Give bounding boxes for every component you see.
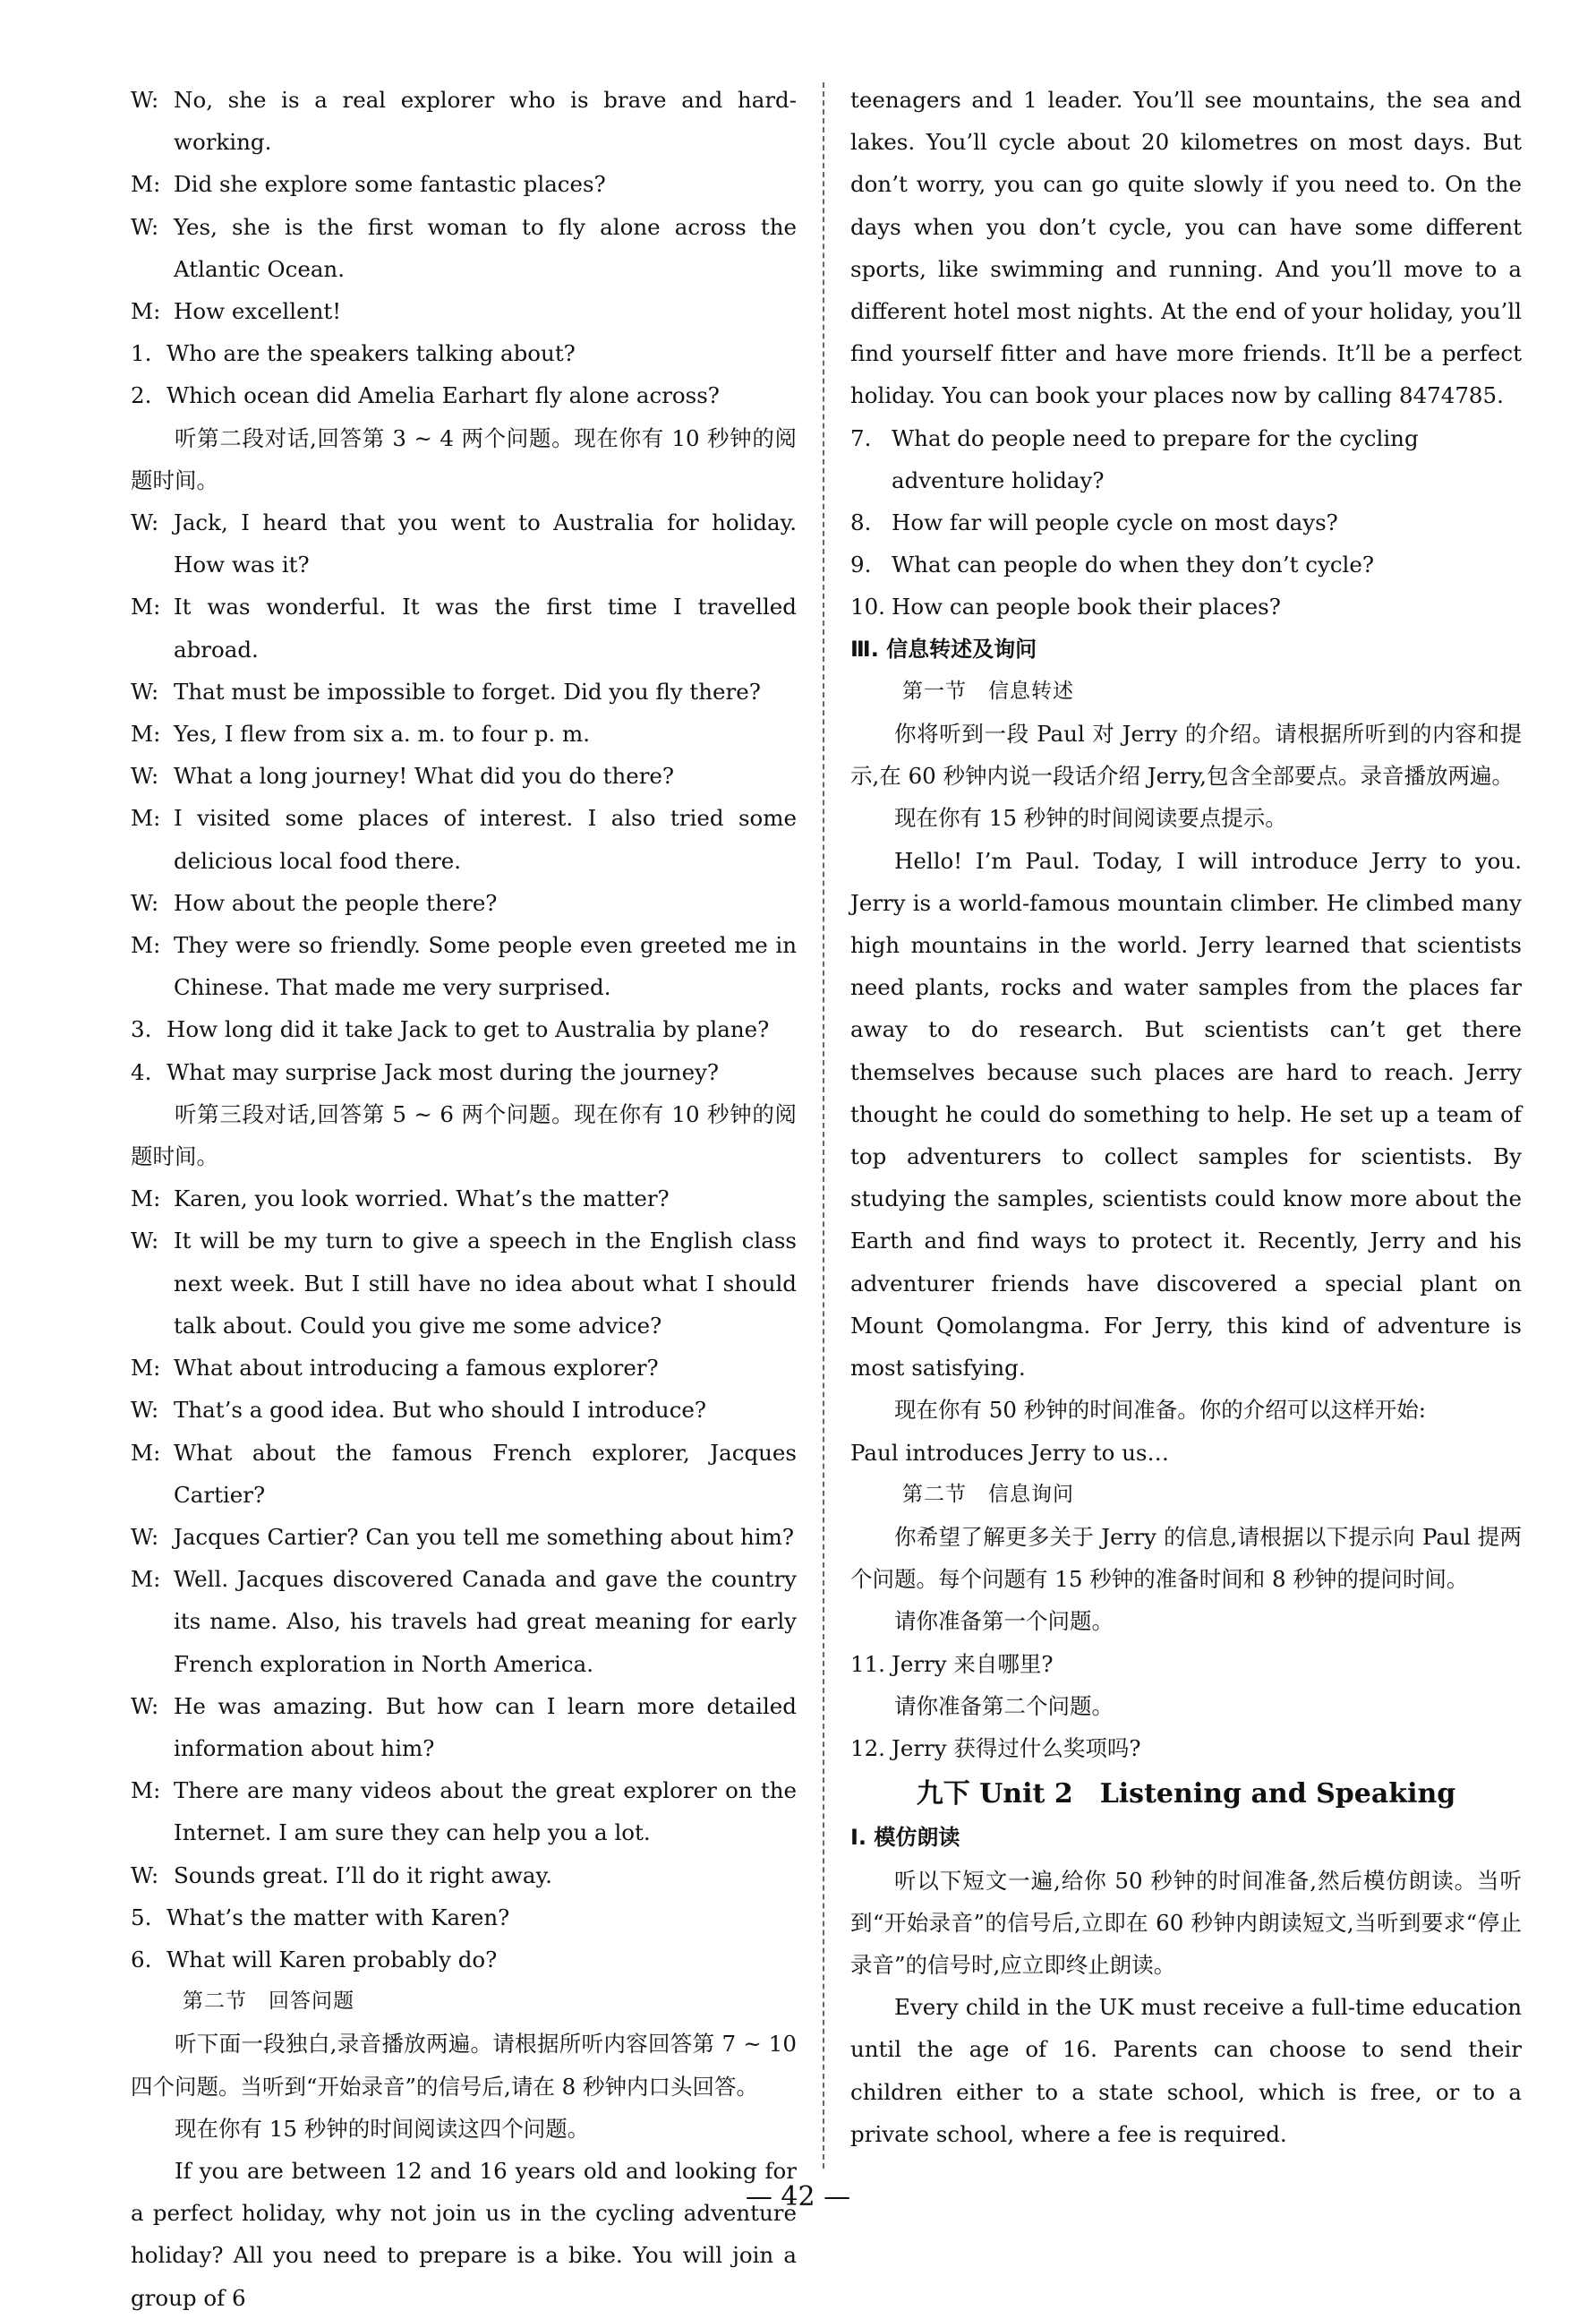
speaker-label: M: [131, 805, 161, 832]
speaker-label: M: [131, 1439, 161, 1466]
dialogue-text: Well. Jacques discovered Canada and gave the country its name. Also, his travels had great meaning for early French exploration in North America. [174, 1566, 797, 1677]
question-text: How can people book their places? [892, 594, 1281, 620]
dialogue-text: No, she is a real explorer who is brave and hard-working. [174, 87, 797, 156]
speaker-label: M: [131, 721, 161, 748]
page-number: — 42 — [745, 2181, 851, 2212]
dialogue-text: Karen, you look worried. What’s the matter? [174, 1185, 670, 1212]
dialogue-line [131, 163, 797, 205]
speaker-label: M: [131, 1185, 161, 1212]
speaker-label: W: [131, 1228, 159, 1254]
speaker-label: W: [131, 678, 159, 705]
paragraph: 你希望了解更多关于 Jerry 的信息,请根据以下提示向 Paul 提两个问题。每个问题有 15 秒钟的准备时间和 8 秒钟的提问时间。 [850, 1523, 1522, 1593]
dialogue-line [131, 1389, 797, 1431]
question-number: 9. [850, 552, 872, 578]
question-item [131, 1051, 797, 1093]
dialogue-text: It was wonderful. It was the first time I travelled abroad. [174, 594, 797, 663]
paragraph: Every child in the UK must receive a full-time education until the age of 16. Parents can choose to send their children either to a state school, which is free, or to a private school, where a fee is required. [850, 1994, 1522, 2147]
question-number: 2. [131, 382, 152, 409]
dialogue-line [131, 501, 797, 586]
speaker-label: W: [131, 889, 159, 916]
question-item [850, 586, 1522, 628]
speaker-label: W: [131, 509, 159, 536]
dialogue-line [131, 1432, 797, 1516]
dialogue-text: Yes, she is the first woman to fly alone across the Atlantic Ocean. [174, 213, 797, 282]
paragraph: Paul introduces Jerry to us… [850, 1439, 1169, 1466]
dialogue-text: Did she explore some fantastic places? [174, 171, 606, 198]
dialogue-text: He was amazing. But how can I learn more detailed information about him? [174, 1692, 797, 1761]
dialogue-line [131, 882, 797, 924]
dialogue-line [131, 586, 797, 670]
question-item [850, 1643, 1522, 1685]
dialogue-text: Jack, I heard that you went to Australia for holiday. How was it? [174, 509, 797, 578]
paragraph: 现在你有 50 秒钟的时间准备。你的介绍可以这样开始: [894, 1397, 1427, 1424]
dialogue-text: How about the people there? [174, 889, 498, 916]
speaker-label: M: [131, 932, 161, 959]
question-item [850, 501, 1522, 543]
question-item [131, 1938, 797, 1981]
dialogue-text: How excellent! [174, 298, 342, 325]
question-text: What will Karen probably do? [166, 1946, 498, 1972]
question-text: What do people need to prepare for the cycling adventure holiday? [892, 424, 1419, 493]
dialogue-text: Sounds great. I’ll do it right away. [174, 1861, 552, 1888]
dialogue-line [131, 797, 797, 881]
speaker-label: M: [131, 594, 161, 620]
dialogue-text: Jacques Cartier? Can you tell me something about him? [174, 1523, 794, 1550]
dialogue-line [131, 206, 797, 290]
dialogue-text: What about introducing a famous explorer? [174, 1355, 659, 1382]
speaker-label: M: [131, 1355, 161, 1382]
speaker-label: W: [131, 87, 159, 113]
paragraph: teenagers and 1 leader. You’ll see mountains, the sea and lakes. You’ll cycle about 20 kilometres on most days. But don’t worry, you can go quite slowly if you need to. On the days when you don’t cycle, you can have some different sports, like swimming and running. And you’ll move to a different hotel most nights. At the end of your holiday, you’ll find yourself fitter and have more friends. It’ll be a perfect holiday. You can book your places now by calling 8474785. [850, 87, 1522, 409]
dialogue-line [131, 1347, 797, 1389]
question-text: Which ocean did Amelia Earhart fly alone across? [166, 382, 720, 409]
paragraph: 听以下短文一遍,给你 50 秒钟的时间准备,然后模仿朗读。当听到“开始录音”的信号后,立即在 60 秒钟内朗读短文,当听到要求“停止录音”的信号时,应立即终止朗读。 [850, 1867, 1522, 1978]
column-divider [823, 82, 824, 2169]
dialogue-line [131, 755, 797, 797]
paragraph: Hello! I’m Paul. Today, I will introduce Jerry to you. Jerry is a world-famous mountain climber. He climbed many high mountains in the world. Jerry learned that scientists need plants, rocks and water samples from the places far away to do research. But scientists can’t get there themselves because such places are hard to reach. Jerry thought he could do something to help. He set up a team of top adventurers to collect samples for scientists. By studying the samples, scientists could know more about the Earth and find ways to protect it. Recently, Jerry and his adventurer friends have discovered a special plant on Mount Qomolangma. For Jerry, this kind of adventure is most satisfying. [850, 847, 1522, 1382]
question-number: 12. [850, 1734, 885, 1761]
dialogue-line [131, 1219, 797, 1347]
question-number: 8. [850, 509, 872, 536]
dialogue-line [131, 1177, 797, 1219]
question-number: 4. [131, 1058, 152, 1085]
question-number: 10. [850, 594, 885, 620]
question-number: 1. [131, 340, 152, 367]
speaker-label: M: [131, 1777, 161, 1804]
dialogue-line [131, 713, 797, 755]
right-column [850, 79, 1522, 2155]
question-number: 5. [131, 1904, 152, 1930]
dialogue-line [131, 1685, 797, 1769]
speaker-label: W: [131, 1397, 159, 1424]
dialogue-line [131, 1854, 797, 1896]
question-text: How long did it take Jack to get to Australia by plane? [166, 1016, 770, 1043]
question-text: Who are the speakers talking about? [166, 340, 576, 367]
speaker-label: M: [131, 171, 161, 198]
dialogue-text: What about the famous French explorer, Jacques Cartier? [174, 1439, 797, 1508]
dialogue-line [131, 924, 797, 1008]
dialogue-line [131, 79, 797, 163]
question-text: How far will people cycle on most days? [892, 509, 1338, 536]
dialogue-text: I visited some places of interest. I also tried some delicious local food there. [174, 805, 797, 874]
question-item [131, 1008, 797, 1050]
left-column [131, 79, 797, 2319]
question-text: What may surprise Jack most during the journey? [166, 1058, 720, 1085]
speaker-label: M: [131, 1566, 161, 1593]
dialogue-line [131, 1769, 797, 1853]
question-item [131, 1896, 797, 1938]
question-item [850, 1727, 1522, 1769]
dialogue-line [131, 671, 797, 713]
question-item [131, 374, 797, 416]
paragraph: 听下面一段独白,录音播放两遍。请根据所听内容回答第 7 ~ 10 四个问题。当听到“开始录音”的信号后,请在 8 秒钟内口头回答。 [131, 2031, 797, 2100]
question-text: Jerry 来自哪里? [892, 1650, 1054, 1677]
speaker-label: W: [131, 1861, 159, 1888]
dialogue-text: It will be my turn to give a speech in the English class next week. But I still have no idea about what I should talk about. Could you give me some advice? [174, 1228, 797, 1339]
dialogue-text: Yes, I flew from six a. m. to four p. m. [174, 721, 591, 748]
question-number: 3. [131, 1016, 152, 1043]
paragraph: 现在你有 15 秒钟的时间阅读这四个问题。 [175, 2115, 590, 2142]
question-text: What can people do when they don’t cycle? [892, 552, 1375, 578]
speaker-label: W: [131, 213, 159, 240]
dialogue-line [131, 290, 797, 332]
dialogue-text: What a long journey! What did you do there? [174, 763, 675, 790]
paragraph: 听第二段对话,回答第 3 ~ 4 两个问题。现在你有 10 秒钟的阅题时间。 [131, 424, 797, 493]
dialogue-line [131, 1516, 797, 1558]
question-number: 7. [850, 424, 872, 451]
question-text: What’s the matter with Karen? [166, 1904, 510, 1930]
paragraph: 现在你有 15 秒钟的时间阅读要点提示。 [894, 805, 1287, 832]
paragraph: 请你准备第二个问题。 [894, 1692, 1114, 1719]
speaker-label: M: [131, 298, 161, 325]
question-text: Jerry 获得过什么奖项吗? [892, 1734, 1141, 1761]
question-number: 11. [850, 1650, 885, 1677]
question-item [131, 332, 797, 374]
dialogue-text: That must be impossible to forget. Did you fly there? [174, 678, 761, 705]
question-number: 6. [131, 1946, 152, 1972]
dialogue-text: That’s a good idea. But who should I introduce? [174, 1397, 707, 1424]
question-item [850, 543, 1522, 586]
subsection-heading: 第二节 信息询问 [902, 1482, 1074, 1506]
paragraph: If you are between 12 and 16 years old and looking for a perfect holiday, why not join us in the cycling adventure holiday? All you need to prepare is a bike. You will join a group of 6 [131, 2157, 797, 2311]
subsection-heading: 第二节 回答问题 [183, 1990, 354, 2014]
dialogue-text: They were so friendly. Some people even greeted me in Chinese. That made me very surprised. [174, 932, 797, 1001]
speaker-label: W: [131, 1523, 159, 1550]
speaker-label: W: [131, 1692, 159, 1719]
subsection-heading: 第一节 信息转述 [902, 679, 1074, 703]
paragraph: 请你准备第一个问题。 [894, 1608, 1114, 1635]
speaker-label: W: [131, 763, 159, 790]
dialogue-text: There are many videos about the great explorer on the Internet. I am sure they can help you a lot. [174, 1777, 797, 1846]
paragraph: 你将听到一段 Paul 对 Jerry 的介绍。请根据所听到的内容和提示,在 60 秒钟内说一段话介绍 Jerry,包含全部要点。录音播放两遍。 [850, 721, 1522, 790]
section-heading: Ⅲ. 信息转述及询问 [850, 636, 1037, 662]
unit-title: 九下 Unit 2 Listening and Speaking [916, 1778, 1456, 1810]
question-item [850, 417, 1522, 501]
section-heading: Ⅰ. 模仿朗读 [850, 1825, 960, 1851]
paragraph: 听第三段对话,回答第 5 ~ 6 两个问题。现在你有 10 秒钟的阅题时间。 [131, 1100, 797, 1170]
dialogue-line [131, 1558, 797, 1685]
